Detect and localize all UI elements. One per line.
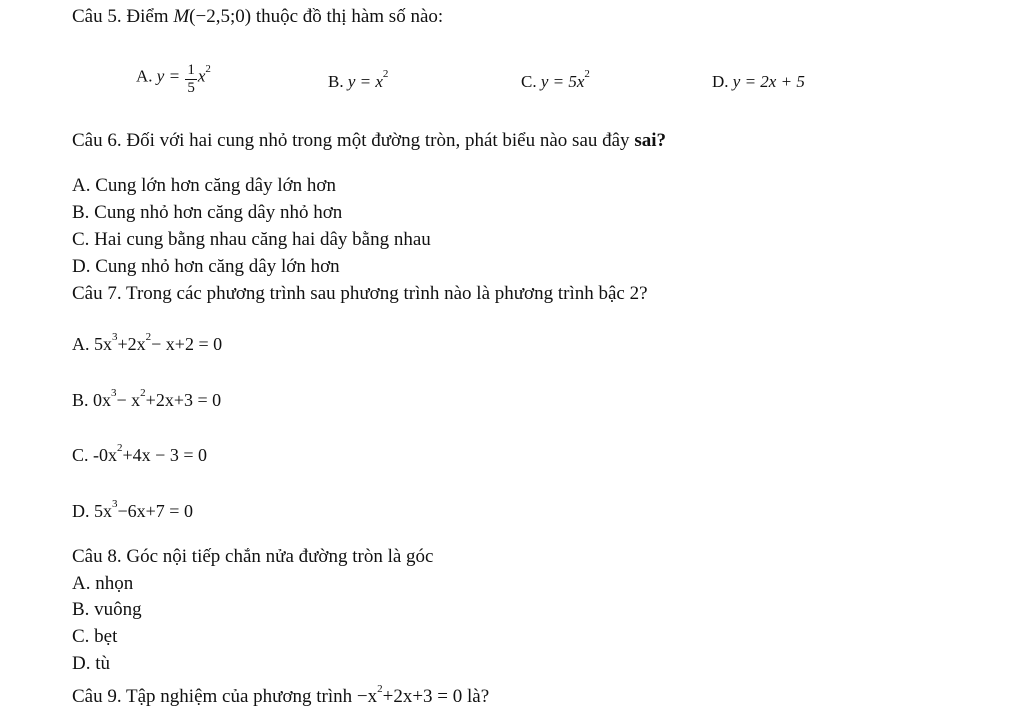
q7-a-exp1: 3 — [112, 331, 118, 343]
q9-prefix: Câu 9. Tập nghiệm của phương trình — [72, 686, 353, 707]
q8-option-c: C. bẹt — [72, 626, 118, 647]
q7-a-part2: +2x — [117, 334, 146, 354]
q7-b-exp2: 2 — [140, 387, 146, 399]
q7-d-part2: −6x+7 = 0 — [117, 501, 193, 521]
q5-option-b-exp: 2 — [382, 68, 389, 81]
q7-option-a-label: A. — [72, 334, 90, 354]
question-7-title: Câu 7. Trong các phương trình sau phương trình nào là phương trình bậc 2? — [72, 283, 648, 304]
q5-option-c-label: C. — [521, 72, 537, 91]
question-8-title: Câu 8. Góc nội tiếp chắn nửa đường tròn là góc — [72, 546, 434, 567]
q6-option-c: C. Hai cung bằng nhau căng hai dây bằng nhau — [72, 229, 431, 250]
q6-option-a: A. Cung lớn hơn căng dây lớn hơn — [72, 175, 336, 196]
q5-option-a-var: x — [197, 66, 206, 86]
q7-b-exp1: 3 — [111, 387, 117, 399]
q5-option-a — [136, 60, 211, 95]
question-6-title — [72, 130, 666, 152]
q7-c-exp1: 2 — [117, 442, 123, 454]
q6-option-d: D. Cung nhỏ hơn căng dây lớn hơn — [72, 256, 340, 277]
q5-point-coords: (−2,5;0) — [189, 6, 252, 27]
q7-option-c-expr — [93, 442, 207, 465]
q7-b-part2: − x — [116, 390, 141, 410]
q7-a-part1: 5x — [94, 334, 112, 354]
q5-prefix: Câu 5. Điểm — [72, 6, 169, 27]
q9-eq-exp1: 2 — [377, 682, 383, 695]
q7-d-part1: 5x — [94, 501, 112, 521]
q5-point-name: M — [173, 6, 190, 27]
q7-option-a — [72, 333, 222, 355]
q7-option-c-label: C. — [72, 445, 89, 465]
q5-option-d-label: D. — [712, 72, 729, 91]
q7-option-d-label: D. — [72, 501, 90, 521]
q8-option-d: D. tù — [72, 653, 110, 674]
q7-a-exp2: 2 — [145, 331, 152, 343]
q7-option-d-expr — [94, 498, 193, 521]
q5-option-b-expr: y = x — [347, 72, 383, 91]
q6-title-text: Câu 6. Đối với hai cung nhỏ trong một đường tròn, phát biểu nào sau đây — [72, 130, 630, 151]
q5-option-b — [328, 68, 389, 93]
q5-option-b-label: B. — [328, 72, 344, 91]
q9-eq-part2: +2x+3 = 0 — [382, 686, 463, 707]
q5-option-c-expr: y = 5x — [540, 72, 585, 91]
q7-a-part3: − x+2 = 0 — [151, 334, 223, 354]
q7-option-b — [72, 389, 221, 411]
q8-option-a: A. nhọn — [72, 573, 134, 594]
q5-option-a-fraction — [185, 62, 197, 97]
q9-suffix: là? — [467, 686, 490, 707]
q5-option-a-exp: 2 — [205, 62, 211, 75]
q9-equation — [356, 682, 463, 707]
q5-fraction-numerator: 1 — [187, 62, 195, 78]
q5-option-c-exp: 2 — [584, 68, 590, 81]
q7-option-c — [72, 444, 207, 466]
question-9-title — [72, 682, 490, 708]
question-5-title — [72, 6, 443, 28]
q5-option-d-expr: y = 2x + 5 — [732, 72, 805, 91]
q7-c-part1: -0x — [93, 445, 118, 465]
q7-b-part3: +2x+3 = 0 — [145, 390, 222, 410]
q5-option-c — [521, 68, 590, 93]
q8-option-b: B. vuông — [72, 599, 142, 620]
q7-option-b-label: B. — [72, 390, 89, 410]
q7-c-part2: +4x − 3 = 0 — [122, 445, 207, 465]
q5-option-a-lhs: y = — [156, 66, 181, 86]
q5-fraction-denominator: 5 — [187, 80, 195, 96]
q7-b-part1: 0x — [93, 390, 112, 410]
q5-option-d — [712, 71, 805, 93]
q7-option-a-expr — [94, 331, 223, 354]
q7-option-b-expr — [93, 387, 222, 410]
q7-d-exp1: 3 — [112, 498, 118, 510]
q5-suffix: thuộc đồ thị hàm số nào: — [255, 6, 444, 27]
q7-option-d — [72, 500, 193, 522]
q5-point — [173, 6, 251, 27]
q9-eq-part1: −x — [356, 686, 378, 707]
q6-option-b: B. Cung nhỏ hơn căng dây nhỏ hơn — [72, 202, 343, 223]
q5-option-a-label: A. — [136, 66, 153, 86]
q6-title-bold: sai? — [634, 130, 666, 151]
